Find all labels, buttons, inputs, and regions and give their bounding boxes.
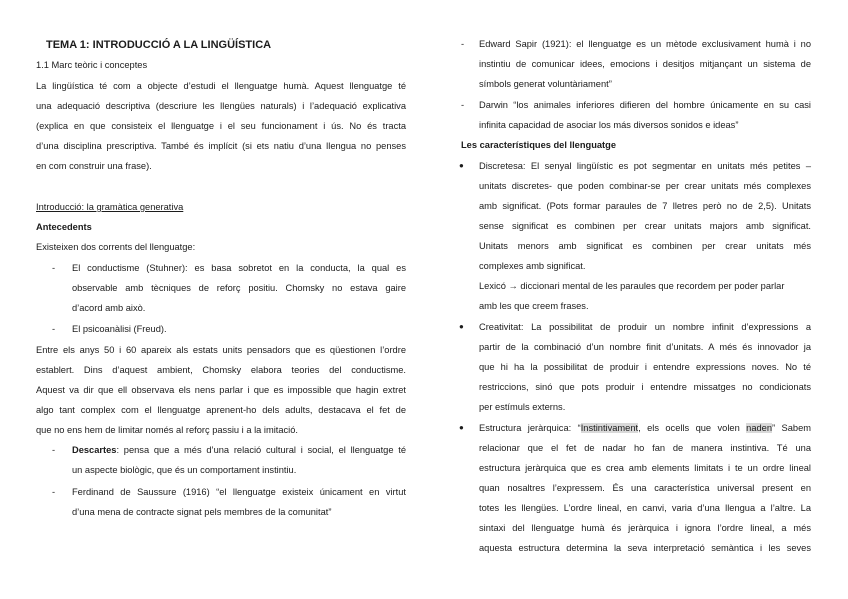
- descartes-line: [72, 444, 406, 456]
- descartes-label: Descartes: [72, 445, 117, 455]
- subheading: Introducció: la gramàtica generativa: [36, 202, 184, 212]
- highlighted-word: Instintivament: [580, 423, 639, 433]
- estructura-line: totes les llengües. L’ordre lineal, en canvi, varia d’una llengua a l’altre. La: [479, 503, 811, 513]
- current-line: d’acord amb això.: [72, 303, 146, 313]
- estructura-line: estructura jeràrquica que es crea amb elements limitats i te un ordre lineal: [479, 463, 811, 473]
- creativitat-line: que hi ha la possibilitat de produir i entendre expressions noves. No té: [479, 362, 811, 372]
- darwin-line: infinita capacidad de asociar los más diversos sonidos e ideas”: [479, 120, 739, 130]
- highlighted-word: naden: [746, 423, 773, 433]
- lexico-text: diccionari mental de les paraules que recordem per poder parlar: [520, 281, 785, 291]
- round-bullet: ●: [459, 423, 464, 432]
- intro-line: en com construir una frase).: [36, 161, 152, 171]
- arrow-icon: →: [508, 281, 518, 291]
- page-title: TEMA 1: INTRODUCCIÓ A LA LINGÜÍSTICA: [46, 39, 272, 51]
- discreta-line: unitats discretes- que poden combinar-se per crear unitats més complexes: [479, 181, 811, 191]
- sapir-line: instintiu de comunicar idees, emocions i desitjos mitjançant un sistema de: [479, 59, 811, 69]
- characteristics-heading: Les característiques del llenguatge: [461, 140, 617, 150]
- sapir-line: Edward Sapir (1921): el llenguatge es un mètode exclusivament humà i no: [479, 39, 811, 49]
- dash-bullet: -: [52, 263, 56, 273]
- darwin-line: Darwin “los animales inferiores difieren del hombre únicamente en su casi: [479, 100, 811, 110]
- discreta-line: Discretesa: El senyal lingüístic es pot segmentar en unitats més petites –: [479, 161, 811, 171]
- estructura-text: Estructura jeràrquica: “: [479, 423, 581, 433]
- estructura-text: , els ocells que volen: [638, 423, 747, 433]
- discreta-line: complexes amb significat.: [479, 261, 586, 271]
- discreta-line: amb significat. (Pots formar paraules de 7 lletres però no de 2,5). Unitats: [479, 201, 811, 211]
- para2-line: que no ens hem de limitar només al reforç passiu i a la imitació.: [36, 425, 298, 435]
- creativitat-line: partir de la combinació d’un nombre finit d’unitats. A més és innovador ja: [479, 342, 811, 352]
- intro-line: La lingüística té com a objecte d’estudi el llenguatge humà. Aquest llenguatge té: [36, 81, 406, 91]
- current-line: observable amb tècniques de reforç positiu. Chomsky no estava gaire: [72, 283, 406, 293]
- sapir-line: símbols generat voluntàriament”: [479, 79, 612, 89]
- descartes-line: un aspecte biològic, que és un comportament instintiu.: [72, 465, 297, 475]
- creativitat-line: Creativitat: La possibilitat de produir un nombre infinit d’expressions a: [479, 322, 811, 332]
- estructura-text: ” Sabem: [772, 423, 811, 433]
- lexico-line: amb les que creem frases.: [479, 301, 589, 311]
- creativitat-line: restriccions, sinó que pots produir i entendre missatges no condicionats: [479, 382, 811, 392]
- estructura-line: relacionar que el fet de nadar ho fan de manera instintiva. Té una: [479, 443, 811, 453]
- creativitat-line: per estímuls externs.: [479, 402, 566, 412]
- estructura-line: aquesta estructura determina la seva interpretació semàntica i les seves: [479, 543, 811, 553]
- discreta-line: Unitats menors amb significat es combinen per crear unitats més: [479, 241, 811, 251]
- current-line: El conductisme (Stuhner): es basa sobretot en la conducta, la qual es: [72, 263, 406, 273]
- dash-bullet: -: [52, 324, 56, 334]
- saussure-line: Ferdinand de Saussure (1916) “el llenguatge existeix únicament en virtut: [72, 487, 406, 497]
- discreta-line: sense significat es combinen per crear unitats majors amb significat.: [479, 221, 811, 231]
- para2-line: Entre els anys 50 i 60 apareix als estats units pensadors que es qüestionen l’ordre: [36, 345, 406, 355]
- dash-bullet: -: [461, 39, 465, 49]
- lexico-line: [479, 280, 784, 292]
- descartes-text: : pensa que a més d’una relació cultural i social, el llenguatge té: [116, 445, 406, 455]
- antecedents-heading: Antecedents: [36, 222, 92, 232]
- intro-line: d’una disciplina prescriptiva. També és implícit (si ets natiu d’una llengua no penses: [36, 141, 406, 151]
- dash-bullet: -: [52, 487, 56, 497]
- dash-bullet: -: [52, 445, 56, 455]
- estructura-line: [479, 422, 811, 434]
- estructura-line: sintaxi del llenguatge humà és jeràrquica i ignora l’ordre lineal, a més: [479, 523, 811, 533]
- para2-line: establert. Dins d’aquest ambient, Chomsky elabora teories del conductisme.: [36, 365, 406, 375]
- currents-intro: Existeixen dos corrents del llenguatge:: [36, 242, 196, 252]
- round-bullet: ●: [459, 322, 464, 331]
- intro-line: (explica en que consisteix el llenguatge i el seu funcionament i ús. No és tracta: [36, 121, 406, 131]
- saussure-line: d’una mena de contracte signat pels membres de la comunitat”: [72, 507, 332, 517]
- lexico-word: Lexicó: [479, 281, 506, 291]
- intro-line: una adequació descriptiva (descriure les llengües naturals) i l’adequació explicativa: [36, 101, 406, 111]
- dash-bullet: -: [461, 100, 465, 110]
- round-bullet: ●: [459, 161, 464, 170]
- section-heading: 1.1 Marc teòric i conceptes: [36, 60, 148, 70]
- estructura-line: quan nosaltres l’expressem. És una característica universal present en: [479, 483, 811, 493]
- para2-line: algo tant complex com el llenguatge aprenent-ho dels adults, destacava el fet de: [36, 405, 406, 415]
- current-line: El psicoanàlisi (Freud).: [72, 324, 167, 334]
- para2-line: Aquest va dir que ell observava els nens parlar i que es impossible que hagin extret: [36, 385, 406, 395]
